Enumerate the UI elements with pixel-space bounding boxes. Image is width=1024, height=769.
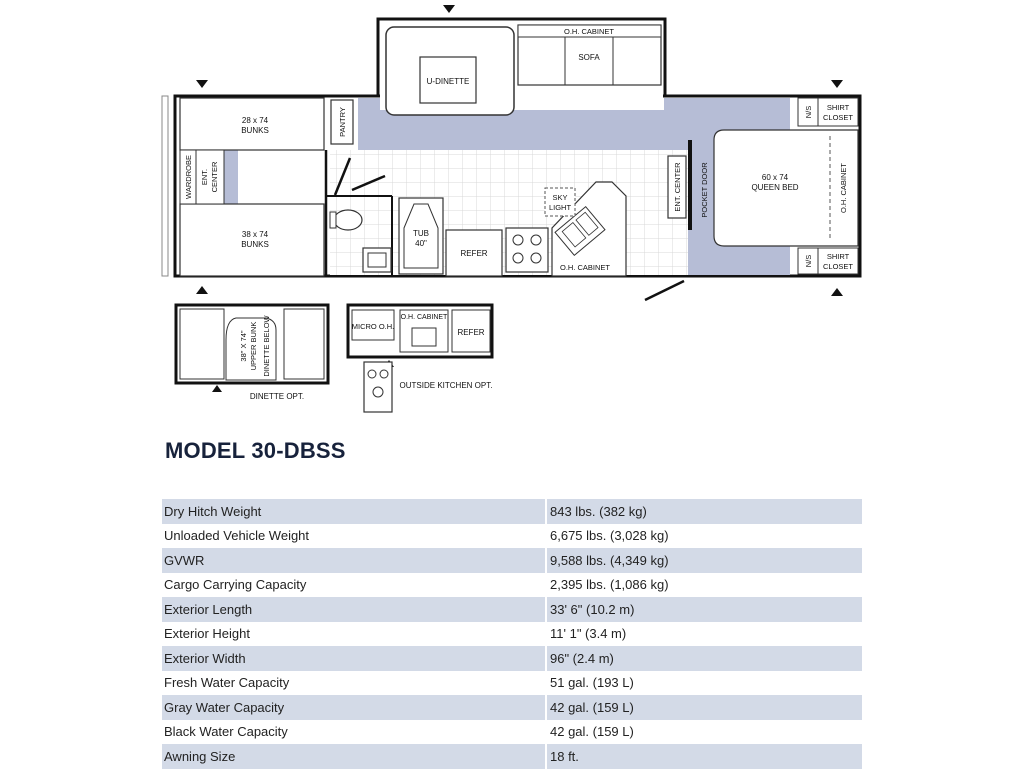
spec-value: 11' 1" (3.4 m) xyxy=(547,622,862,647)
tub-size-label: 40" xyxy=(415,239,427,248)
spec-label: Black Water Capacity xyxy=(162,720,547,745)
main-coach xyxy=(162,5,860,300)
queen-bed-label: QUEEN BED xyxy=(751,183,799,192)
shirt-closet-top-2: CLOSET xyxy=(822,113,854,122)
outside-kitchen-opt-label: OUTSIDE KITCHEN OPT. xyxy=(399,381,493,390)
spec-value: 18 ft. xyxy=(547,744,862,769)
sky-label: SKY xyxy=(552,193,568,202)
spec-label: Exterior Width xyxy=(162,646,547,671)
refer-label: REFER xyxy=(460,249,488,258)
spec-label: Dry Hitch Weight xyxy=(162,499,547,524)
refer-outside-label: REFER xyxy=(457,328,485,337)
spec-label: Cargo Carrying Capacity xyxy=(162,573,547,598)
oh-cabinet-kitchen-label: O.H. CABINET xyxy=(559,263,611,272)
carpet-hall-left xyxy=(224,150,238,204)
spec-row xyxy=(162,597,862,622)
pantry-label: PANTRY xyxy=(338,107,347,137)
ent-center-right-label: ENT. CENTER xyxy=(673,162,682,212)
pocket-door-label: POCKET DOOR xyxy=(700,162,709,218)
spec-value: 9,588 lbs. (4,349 kg) xyxy=(547,548,862,573)
dinette-option xyxy=(176,305,328,401)
spec-row xyxy=(162,671,862,696)
marker-top-right xyxy=(831,80,843,88)
queen-size-label: 60 x 74 xyxy=(761,173,789,182)
shirt-closet-bottom-1: SHIRT xyxy=(826,252,850,261)
spec-label: Exterior Length xyxy=(162,597,547,622)
dinette-opt-label: DINETTE OPT. xyxy=(249,392,305,401)
marker-top-slide xyxy=(443,5,455,13)
outside-kitchen-option xyxy=(348,305,492,412)
spec-label: Fresh Water Capacity xyxy=(162,671,547,696)
spec-value: 33' 6" (10.2 m) xyxy=(547,597,862,622)
ent-center-left-2: CENTER xyxy=(210,161,219,193)
u-dinette-label: U-DINETTE xyxy=(426,77,470,86)
light-label: LIGHT xyxy=(548,203,572,212)
oh-cabinet-outside-label: O.H. CABINET xyxy=(400,314,448,321)
marker-bottom-left xyxy=(196,286,208,294)
spec-value: 42 gal. (159 L) xyxy=(547,720,862,745)
model-title: MODEL 30-DBSS xyxy=(165,438,346,463)
spec-label: Gray Water Capacity xyxy=(162,695,547,720)
spec-value: 2,395 lbs. (1,086 kg) xyxy=(547,573,862,598)
ns-top-label: N/S xyxy=(804,105,813,119)
dinette-bunk-size: 38" X 74" xyxy=(239,330,248,362)
dinette-upper-bunk: UPPER BUNK xyxy=(249,321,258,371)
shirt-closet-top-1: SHIRT xyxy=(826,103,850,112)
spec-value: 843 lbs. (382 kg) xyxy=(547,499,862,524)
marker-top-left xyxy=(196,80,208,88)
wardrobe-label: WARDROBE xyxy=(184,155,193,199)
tub-label: TUB xyxy=(413,229,429,238)
oh-cabinet-bedroom-label: O.H. CABINET xyxy=(839,162,848,214)
spec-value: 6,675 lbs. (3,028 kg) xyxy=(547,524,862,549)
spec-row xyxy=(162,744,862,769)
sofa-label: SOFA xyxy=(578,53,600,62)
specs-table-body xyxy=(162,499,862,769)
spec-label: Exterior Height xyxy=(162,622,547,647)
spec-label: Unloaded Vehicle Weight xyxy=(162,524,547,549)
ns-bottom-label: N/S xyxy=(804,254,813,268)
bunks-bottom-size: 38 x 74 xyxy=(241,230,269,239)
spec-row xyxy=(162,695,862,720)
spec-row xyxy=(162,548,862,573)
shirt-closet-bottom-2: CLOSET xyxy=(822,262,854,271)
spec-row xyxy=(162,622,862,647)
bunks-top-label: BUNKS xyxy=(241,126,269,135)
oh-cabinet-top-label: O.H. CABINET xyxy=(563,27,615,36)
ent-center-left-1: ENT. xyxy=(200,168,209,186)
spec-row xyxy=(162,720,862,745)
spec-value: 42 gal. (159 L) xyxy=(547,695,862,720)
spec-label: GVWR xyxy=(162,548,547,573)
spec-row xyxy=(162,524,862,549)
spec-value: 51 gal. (193 L) xyxy=(547,671,862,696)
spec-value: 96" (2.4 m) xyxy=(547,646,862,671)
dinette-below: DINETTE BELOW xyxy=(262,315,271,377)
spec-row xyxy=(162,499,862,524)
bunks-bottom-label: BUNKS xyxy=(241,240,269,249)
spec-row xyxy=(162,646,862,671)
spec-label: Awning Size xyxy=(162,744,547,769)
micro-oh-label: MICRO O.H. xyxy=(351,322,395,331)
specs-table xyxy=(162,499,862,769)
bunks-top-size: 28 x 74 xyxy=(241,116,269,125)
spec-row xyxy=(162,573,862,598)
marker-bottom-right xyxy=(831,288,843,296)
